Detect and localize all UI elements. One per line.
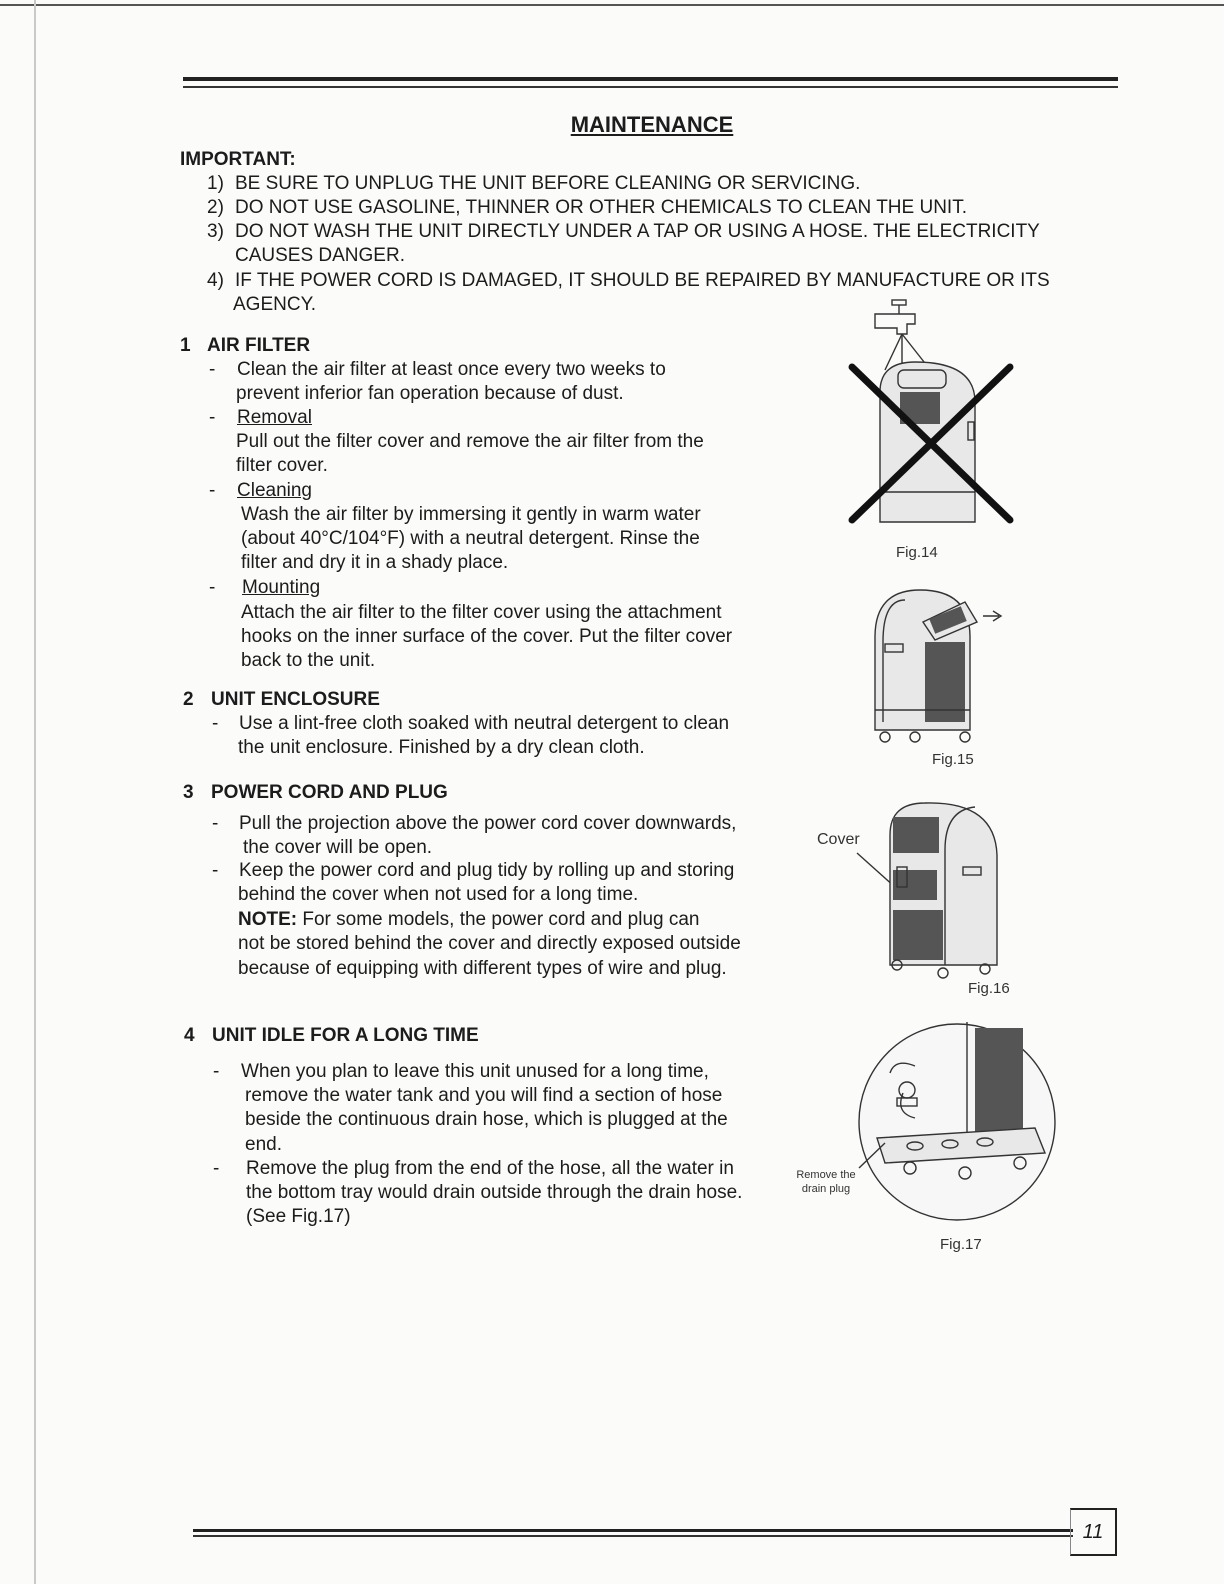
- important-item-1-num: 1): [207, 173, 224, 194]
- important-heading: IMPORTANT:: [180, 149, 296, 170]
- idle-item-1-line-2: remove the water tank and you will find a section of hose: [245, 1085, 723, 1106]
- important-item-4-line-2: AGENCY.: [233, 294, 317, 315]
- note-first-line: For some models, the power cord and plug can: [297, 909, 700, 930]
- important-item-3-line-1: DO NOT WASH THE UNIT DIRECTLY UNDER A TAP OR USING A HOSE. THE ELECTRICITY: [235, 221, 1040, 242]
- dash: -: [213, 1061, 220, 1082]
- section-2-line-2: the unit enclosure. Finished by a dry clean cloth.: [238, 737, 645, 758]
- idle-item-1-line-3: beside the continuous drain hose, which is plugged at the: [245, 1109, 728, 1130]
- page-top-edge: [0, 4, 1224, 6]
- mounting-line-2: hooks on the inner surface of the cover. Put the filter cover: [241, 626, 733, 647]
- important-item-2: DO NOT USE GASOLINE, THINNER OR OTHER CHEMICALS TO CLEAN THE UNIT.: [235, 197, 967, 218]
- drain-plug-label: [788, 1168, 864, 1196]
- mounting-line-3: back to the unit.: [241, 650, 376, 671]
- dash: -: [209, 577, 216, 598]
- important-item-4-num: 4): [207, 270, 224, 291]
- cleaning-line-3: filter and dry it in a shady place.: [241, 552, 509, 573]
- fig16-caption: Fig.16: [968, 980, 1010, 997]
- cleaning-title: Cleaning: [237, 480, 312, 501]
- power-cord-item-1-line-1: Pull the projection above the power cord cover downwards,: [239, 813, 737, 834]
- idle-item-2-line-1: Remove the plug from the end of the hose, all the water in: [246, 1158, 734, 1179]
- section-1-heading: AIR FILTER: [207, 335, 311, 356]
- pull-arrow-icon: [983, 611, 1001, 621]
- section-1-num: 1: [180, 335, 191, 356]
- power-cord-note: [238, 908, 700, 933]
- removal-title: Removal: [237, 407, 312, 428]
- cleaning-line-1: Wash the air filter by immersing it gently in warm water: [241, 504, 701, 525]
- page-number: 11: [1070, 1508, 1117, 1556]
- section-2-num: 2: [183, 689, 194, 710]
- fig14-caption: Fig.14: [896, 544, 938, 561]
- fig15-caption: Fig.15: [932, 751, 974, 768]
- section-1-intro-line-2: prevent inferior fan operation because of dust.: [236, 383, 624, 404]
- idle-item-1-line-1: When you plan to leave this unit unused for a long time,: [241, 1061, 709, 1082]
- removal-line-2: filter cover.: [236, 455, 328, 476]
- important-item-2-num: 2): [207, 197, 224, 218]
- fig15-illustration: [865, 582, 1015, 747]
- dash: -: [209, 407, 216, 428]
- important-item-1: BE SURE TO UNPLUG THE UNIT BEFORE CLEANING OR SERVICING.: [235, 173, 861, 194]
- dash: -: [212, 860, 219, 881]
- fig17-illustration: [855, 1018, 1060, 1243]
- removal-line-1: Pull out the filter cover and remove the air filter from the: [236, 431, 704, 452]
- fig17-caption: Fig.17: [940, 1236, 982, 1253]
- section-2-line-1: Use a lint-free cloth soaked with neutral detergent to clean: [239, 713, 730, 734]
- footer-rule-thin: [193, 1535, 1073, 1537]
- fig14-illustration: [840, 292, 1020, 537]
- cover-leader-line: [857, 853, 895, 887]
- note-line-3: because of equipping with different types of wire and plug.: [238, 958, 727, 979]
- footer-rule: [193, 1529, 1073, 1532]
- header-rule: [183, 77, 1118, 81]
- idle-item-1-line-4: end.: [245, 1134, 282, 1155]
- section-1-intro-line-1: Clean the air filter at least once every two weeks to: [237, 359, 666, 380]
- cleaning-line-2: (about 40°C/104°F) with a neutral detergent. Rinse the: [241, 528, 700, 549]
- cover-label: Cover: [817, 831, 860, 848]
- power-cord-item-2-line-1: Keep the power cord and plug tidy by rolling up and storing: [239, 860, 735, 881]
- mounting-line-1: Attach the air filter to the filter cover using the attachment: [241, 602, 722, 623]
- dash: -: [209, 480, 216, 501]
- important-item-4-line-1: IF THE POWER CORD IS DAMAGED, IT SHOULD BE REPAIRED BY MANUFACTURE OR ITS: [235, 270, 1050, 291]
- drain-label-line-1: Remove the: [796, 1169, 856, 1181]
- idle-item-2-line-2: the bottom tray would drain outside through the drain hose.: [246, 1182, 743, 1203]
- section-3-num: 3: [183, 782, 194, 803]
- header-rule-thin: [183, 86, 1118, 88]
- note-line-2: not be stored behind the cover and directly exposed outside: [238, 933, 741, 954]
- important-item-3-num: 3): [207, 221, 224, 242]
- air-conditioner-unit: [890, 803, 997, 978]
- dash: -: [209, 359, 216, 380]
- fig16-illustration: [845, 795, 1015, 985]
- section-2-heading: UNIT ENCLOSURE: [211, 689, 380, 710]
- dash: -: [212, 713, 219, 734]
- tap-icon: [875, 300, 915, 334]
- idle-item-2-line-3: (See Fig.17): [246, 1206, 351, 1227]
- section-4-num: 4: [184, 1025, 195, 1046]
- page-binding-edge: [34, 0, 36, 1584]
- power-cord-item-2-line-2: behind the cover when not used for a long time.: [238, 884, 639, 905]
- mounting-title: Mounting: [242, 577, 321, 598]
- section-3-heading: POWER CORD AND PLUG: [211, 782, 448, 803]
- important-item-3-line-2: CAUSES DANGER.: [235, 245, 405, 266]
- section-4-heading: UNIT IDLE FOR A LONG TIME: [212, 1025, 479, 1046]
- drain-label-line-2: drain plug: [801, 1183, 851, 1195]
- power-cord-item-1-line-2: the cover will be open.: [243, 837, 433, 858]
- page-title: MAINTENANCE: [570, 112, 734, 137]
- dash: -: [213, 1158, 220, 1179]
- zoom-circle: [859, 1024, 1055, 1220]
- dash: -: [212, 813, 219, 834]
- note-label: NOTE:: [238, 909, 298, 930]
